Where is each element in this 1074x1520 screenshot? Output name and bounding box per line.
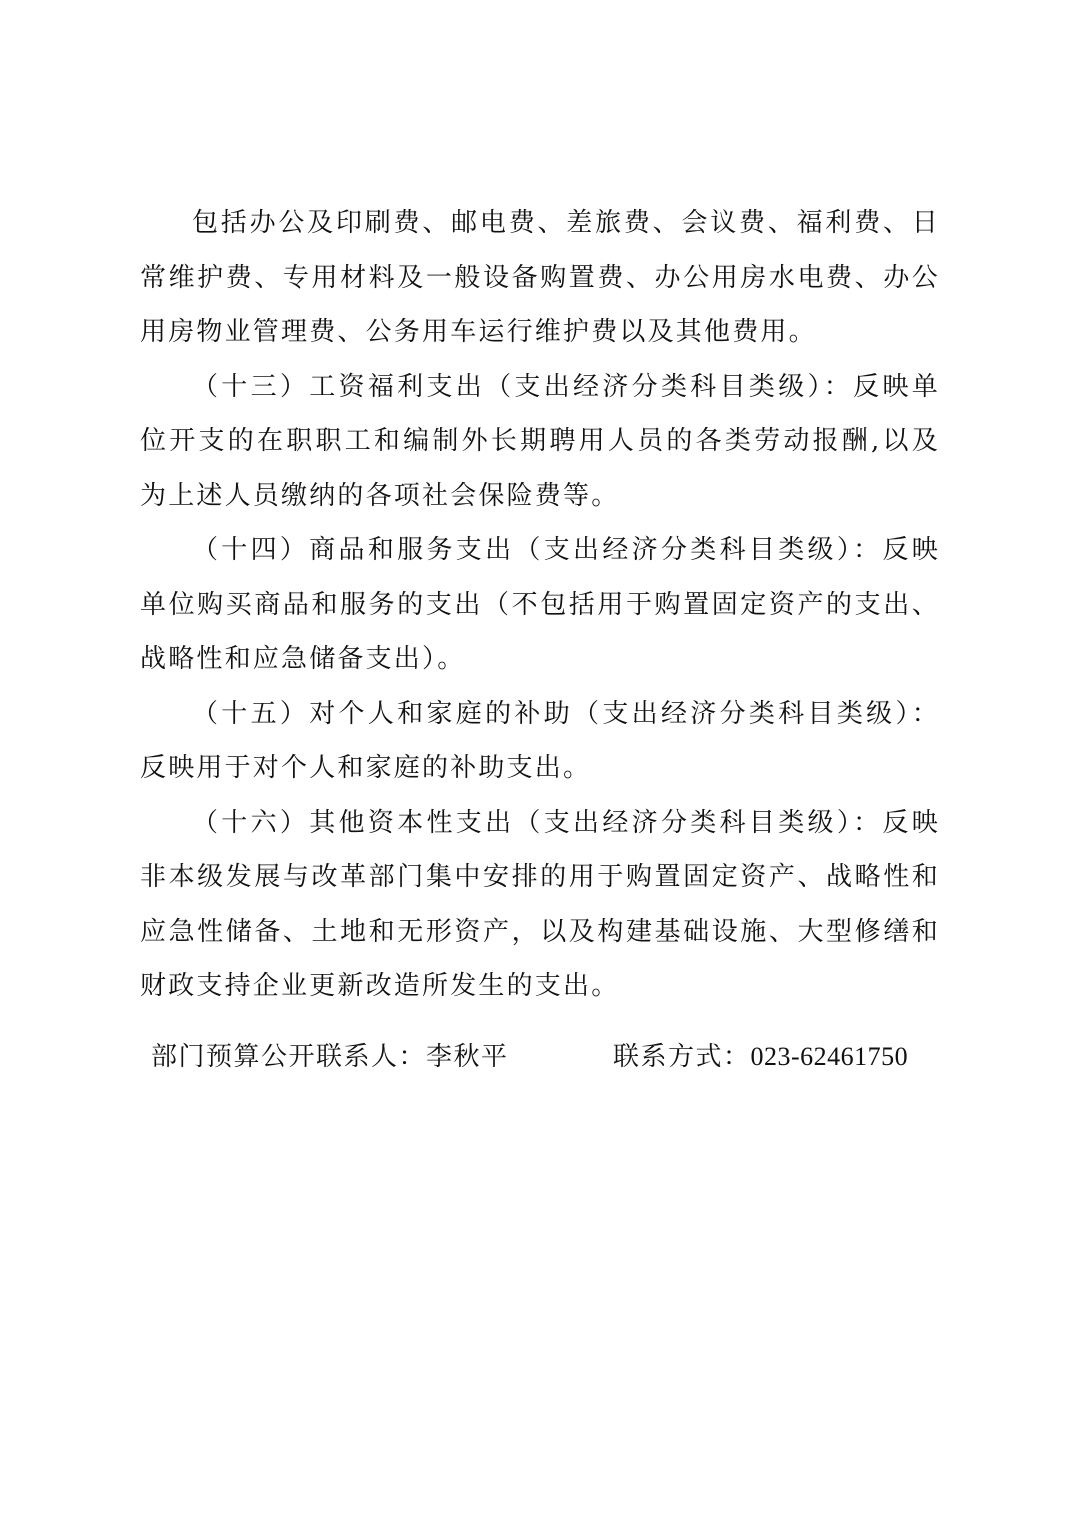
paragraph-salary-welfare: （十三）工资福利支出（支出经济分类科目类级）：反映单位开支的在职职工和编制外长期聘用人员的各类劳动报酬,以及为上述人员缴纳的各项社会保险费等。: [140, 371, 940, 511]
contact-method: [613, 1032, 908, 1082]
contact-method-label: 联系方式：: [613, 1042, 751, 1072]
paragraph-subsidies: （十五）对个人和家庭的补助（支出经济分类科目类级）：反映用于对个人和家庭的补助支出。: [140, 698, 940, 783]
contact-person: [151, 1032, 509, 1082]
paragraph-capital-expenditure: （十六）其他资本性支出（支出经济分类科目类级）：反映非本级发展与改革部门集中安排的用于购置固定资产、战略性和应急性储备、土地和无形资产，以及构建基础设施、大型修缮和财政支持企业更新改造所发生的支出。: [140, 807, 940, 1001]
paragraph-goods-services: （十四）商品和服务支出（支出经济分类科目类级）：反映单位购买商品和服务的支出（不包括用于购置固定资产的支出、战略性和应急储备支出）。: [140, 535, 940, 674]
contact-person-name: 李秋平: [426, 1042, 509, 1072]
document-body: [140, 196, 940, 1014]
contact-line: [151, 1032, 941, 1082]
contact-phone: 023-62461750: [750, 1042, 909, 1071]
paragraph-expense-items: 包括办公及印刷费、邮电费、差旅费、会议费、福利费、日常维护费、专用材料及一般设备购置费、办公用房水电费、办公用房物业管理费、公务用车运行维护费以及其他费用。: [140, 208, 940, 347]
contact-person-label: 部门预算公开联系人：: [151, 1042, 427, 1072]
